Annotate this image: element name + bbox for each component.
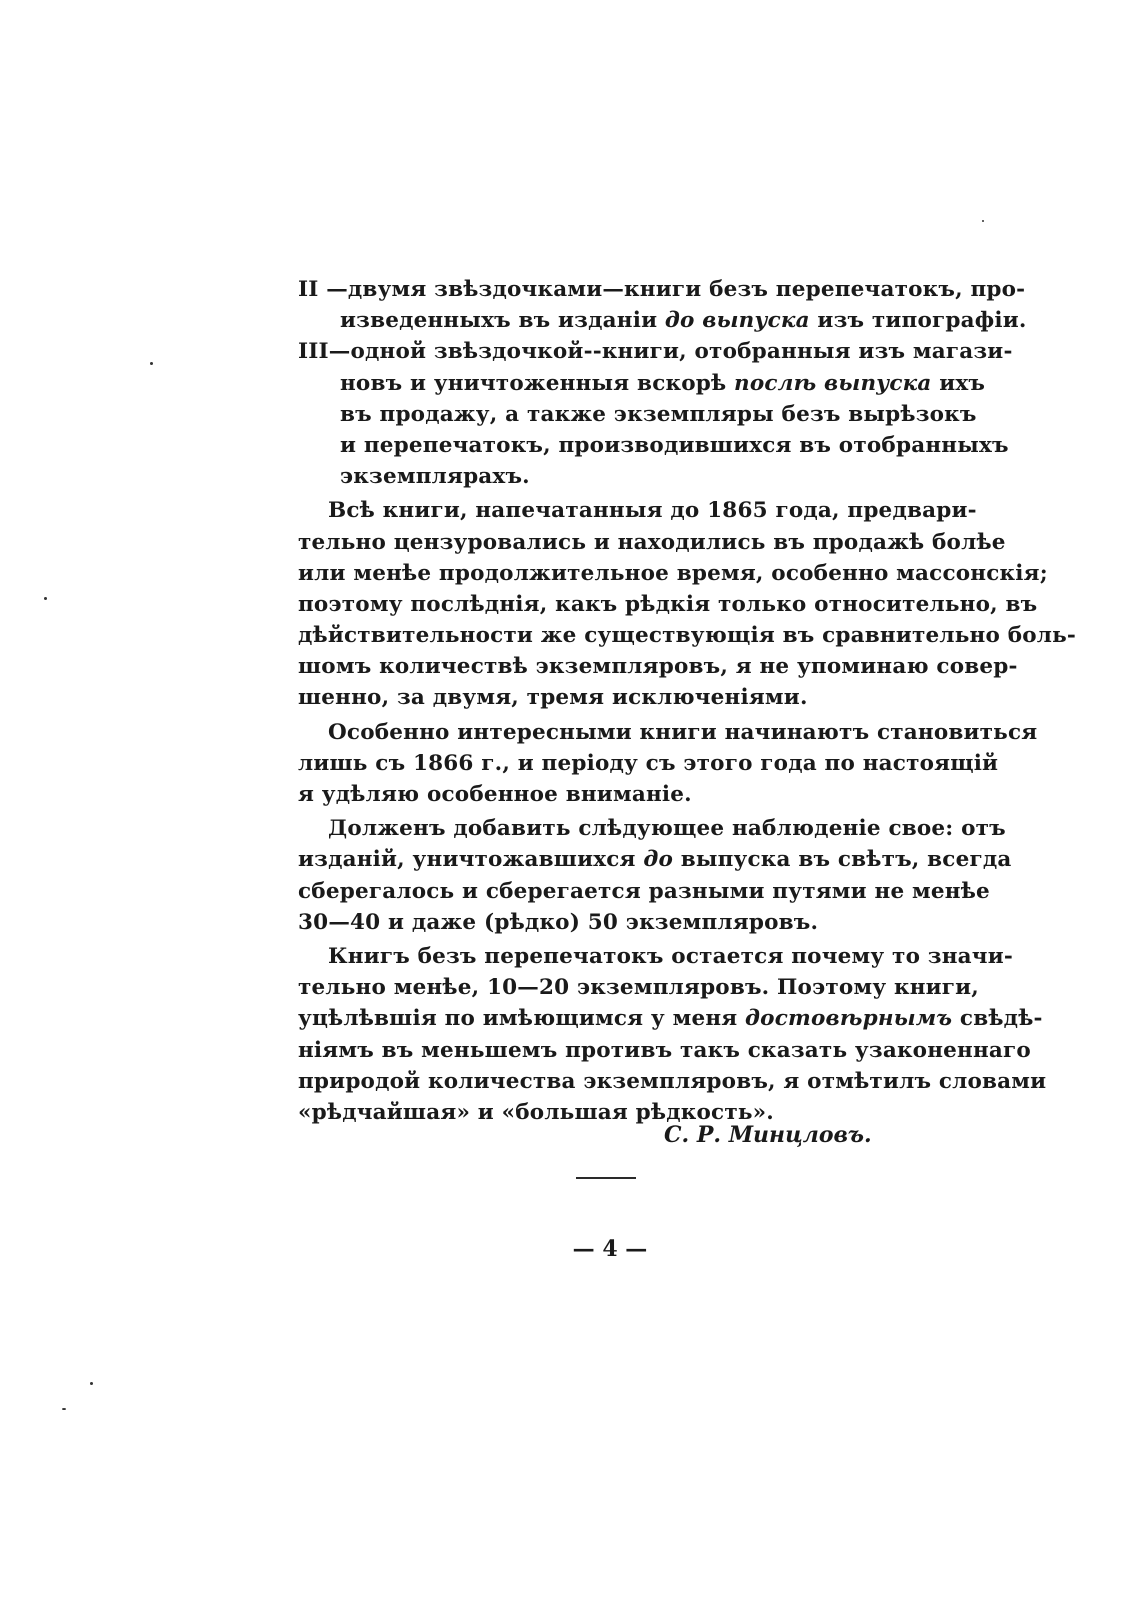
text-line: [298, 717, 1038, 748]
list-item: [298, 274, 1027, 336]
text-run: я удѣляю особенное вниманіе.: [298, 782, 692, 807]
text-run: и перепечатокъ, производившихся въ отобранныхъ: [340, 432, 1009, 458]
paragraph: [298, 495, 1077, 713]
emphasis-text: до выпуска: [664, 308, 810, 334]
text-line: [298, 368, 986, 399]
author-signature: С. Р. Минцловъ.: [664, 1122, 872, 1148]
text-run: въ продажу, а также экземпляры безъ вырѣзокъ: [340, 401, 977, 427]
text-line: [298, 461, 918, 492]
text-line: [298, 589, 1038, 620]
text-line: [298, 336, 1013, 367]
text-run: Долженъ добавить слѣдующее наблюденіе свое: отъ: [328, 816, 1006, 842]
text-run: природой количества экземпляровъ, я отмѣтилъ словами: [298, 1068, 1047, 1094]
text-run: «рѣдчайшая» и «большая рѣдкость».: [298, 1099, 774, 1125]
scan-speck: [90, 1382, 93, 1385]
text-run: Книгъ безъ перепечатокъ остается почему то значи-: [328, 943, 1013, 969]
emphasis-text: послѣ выпуска: [734, 370, 932, 396]
text-run: новъ и уничтоженныя вскорѣ: [340, 370, 734, 396]
text-run: Особенно интересными книги начинаютъ становиться: [328, 719, 1038, 745]
text-run: сберегалось и сберегается разными путями не менѣе: [298, 878, 990, 904]
text-line: [298, 876, 990, 907]
text-run: дѣйствительности же существующія въ сравнительно боль-: [298, 623, 1077, 649]
text-line: [298, 1003, 1043, 1034]
text-run: тельно менѣе, 10—20 экземпляровъ. Поэтому книги,: [298, 975, 979, 1001]
text-run: III—одной звѣздочкой--книги, отобранныя изъ магази-: [298, 339, 1013, 365]
scan-speck: [44, 597, 47, 600]
text-line: [298, 1066, 1047, 1097]
text-line: [298, 941, 1013, 972]
text-line: [298, 748, 999, 779]
text-line: [298, 1035, 1031, 1066]
text-line: [298, 620, 1077, 651]
text-run: Всѣ книги, напечатанныя до 1865 года, предвари-: [328, 498, 977, 524]
text-line: [298, 682, 918, 713]
body-text: [298, 274, 1077, 1128]
text-run: свѣдѣ-: [952, 1006, 1043, 1032]
emphasis-text: до: [643, 847, 674, 873]
text-run: 30—40 и даже (рѣдко) 50 экземпляровъ.: [298, 909, 819, 935]
paragraph: [298, 813, 1012, 938]
scan-speck: [150, 362, 153, 365]
text-run: изданій, уничтожавшихся: [298, 847, 644, 873]
text-run: тельно цензуровались и находились въ продажѣ болѣе: [298, 529, 1006, 555]
text-line: [298, 779, 918, 810]
text-run: лишь съ 1866 г., и періоду съ этого года по настоящій: [298, 750, 999, 776]
text-line: [298, 558, 1048, 589]
paragraph: [298, 941, 1047, 1128]
text-line: [298, 907, 918, 938]
paragraph: [298, 717, 1038, 811]
scan-speck: [982, 220, 984, 222]
text-run: ихъ: [931, 370, 986, 396]
emphasis-text: достовѣрнымъ: [745, 1006, 953, 1032]
text-line: [298, 813, 1006, 844]
text-run: II —двумя звѣздочками—книги безъ перепечатокъ, про-: [298, 277, 1026, 302]
text-run: экземплярахъ.: [340, 464, 530, 490]
text-line: [298, 274, 1026, 305]
text-line: [298, 399, 977, 430]
text-line: [298, 305, 1027, 336]
text-line: [298, 972, 979, 1003]
page-number: — 4 —: [572, 1236, 648, 1262]
text-run: выпуска въ свѣтъ, всегда: [673, 847, 1012, 873]
section-rule: [576, 1177, 636, 1179]
text-run: изведенныхъ въ изданіи: [340, 308, 665, 334]
text-line: [298, 844, 1012, 875]
text-run: поэтому послѣднія, какъ рѣдкія только относительно, въ: [298, 591, 1038, 617]
text-line: [298, 495, 977, 526]
text-run: уцѣлѣвшія по имѣющимся у меня: [298, 1006, 746, 1032]
text-line: [298, 527, 1006, 558]
text-run: или менѣе продолжительное время, особенно массонскія;: [298, 560, 1048, 586]
text-run: изъ типографіи.: [809, 308, 1027, 334]
text-run: шомъ количествѣ экземпляровъ, я не упоминаю совер-: [298, 654, 1018, 680]
text-line: [298, 430, 1009, 461]
text-run: ніямъ въ меньшемъ противъ такъ сказать узаконеннаго: [298, 1037, 1031, 1063]
text-run: шенно, за двумя, тремя исключеніями.: [298, 685, 808, 711]
scan-speck: [62, 1408, 66, 1410]
text-line: [298, 651, 1018, 682]
list-item: [298, 336, 1013, 492]
